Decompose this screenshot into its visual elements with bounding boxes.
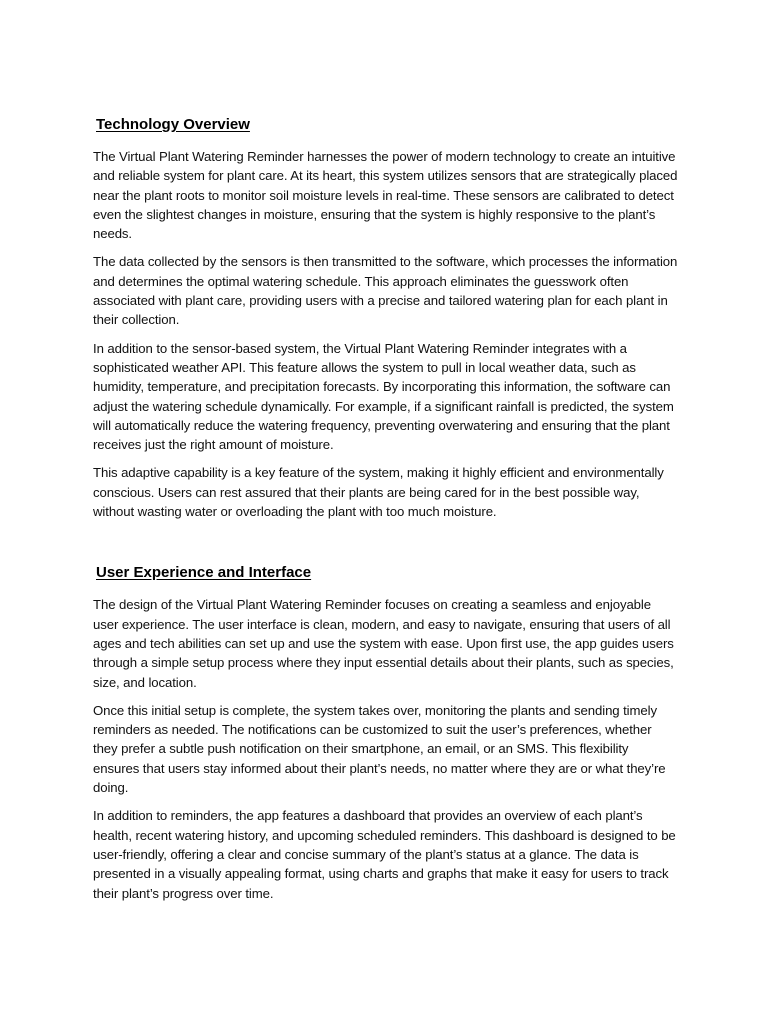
paragraph: Once this initial setup is complete, the system takes over, monitoring the plants and sending timely reminders as needed. The notifications can be customized to suit the user’s preferences, whether they prefer a subtle push notification on their smartphone, an email, or an SMS. This flexibility ensures that users stay informed about their plant’s needs, no matter where they are or what they’re doing. bbox=[93, 702, 666, 796]
section-heading: Technology Overview bbox=[96, 116, 250, 133]
paragraph: In addition to the sensor-based system, the Virtual Plant Watering Reminder integrates with a sophisticated weather API. This feature allows the system to pull in local weather data, such as humidity, temperature, and precipitation forecasts. By incorporating this information, the software can adjust the watering schedule dynamically. For example, if a significant rainfall is predicted, the system will automatically reduce the watering frequency, preventing overwatering and ensuring that the plant receives just the right amount of moisture. bbox=[93, 340, 674, 453]
paragraph: In addition to reminders, the app features a dashboard that provides an overview of each plant’s health, recent watering history, and upcoming scheduled reminders. This dashboard is designed to be user-friendly, offering a clear and concise summary of the plant’s status at a glance. The data is presented in a visually appealing format, using charts and graphs that make it easy for users to track their plant’s progress over time. bbox=[93, 808, 676, 901]
paragraph: The design of the Virtual Plant Watering Reminder focuses on creating a seamless and enjoyable user experience. The user interface is clean, modern, and easy to navigate, ensuring that users of all ages and tech abilities can set up and use the system with ease. Upon first use, the app guides users through a simple setup process where they input essential details about their plants, such as species, size, and location. bbox=[93, 597, 674, 690]
paragraph: The data collected by the sensors is then transmitted to the software, which processes the information and determines the optimal watering schedule. This approach eliminates the guesswork often associated with plant care, providing users with a precise and tailored watering plan for each plant in their collection. bbox=[93, 254, 678, 328]
section-heading: User Experience and Interface bbox=[96, 564, 312, 582]
section-technology-overview bbox=[93, 115, 678, 521]
section-spacer bbox=[93, 530, 678, 563]
section-user-experience bbox=[93, 563, 678, 902]
paragraph: This adaptive capability is a key feature of the system, making it highly efficient and environmentally conscious. Users can rest assured that their plants are being cared for in the best possible way, without wasting water or overloading the plant with too much moisture. bbox=[93, 465, 664, 520]
document-content bbox=[93, 115, 678, 912]
paragraph: The Virtual Plant Watering Reminder harnesses the power of modern technology to create an intuitive and reliable system for plant care. At its heart, this system utilizes sensors that are strategically placed near the plant roots to monitor soil moisture levels in real-time. These sensors are calibrated to detect even the slightest changes in moisture, ensuring that the system is highly responsive to the plant’s needs. bbox=[93, 149, 678, 242]
